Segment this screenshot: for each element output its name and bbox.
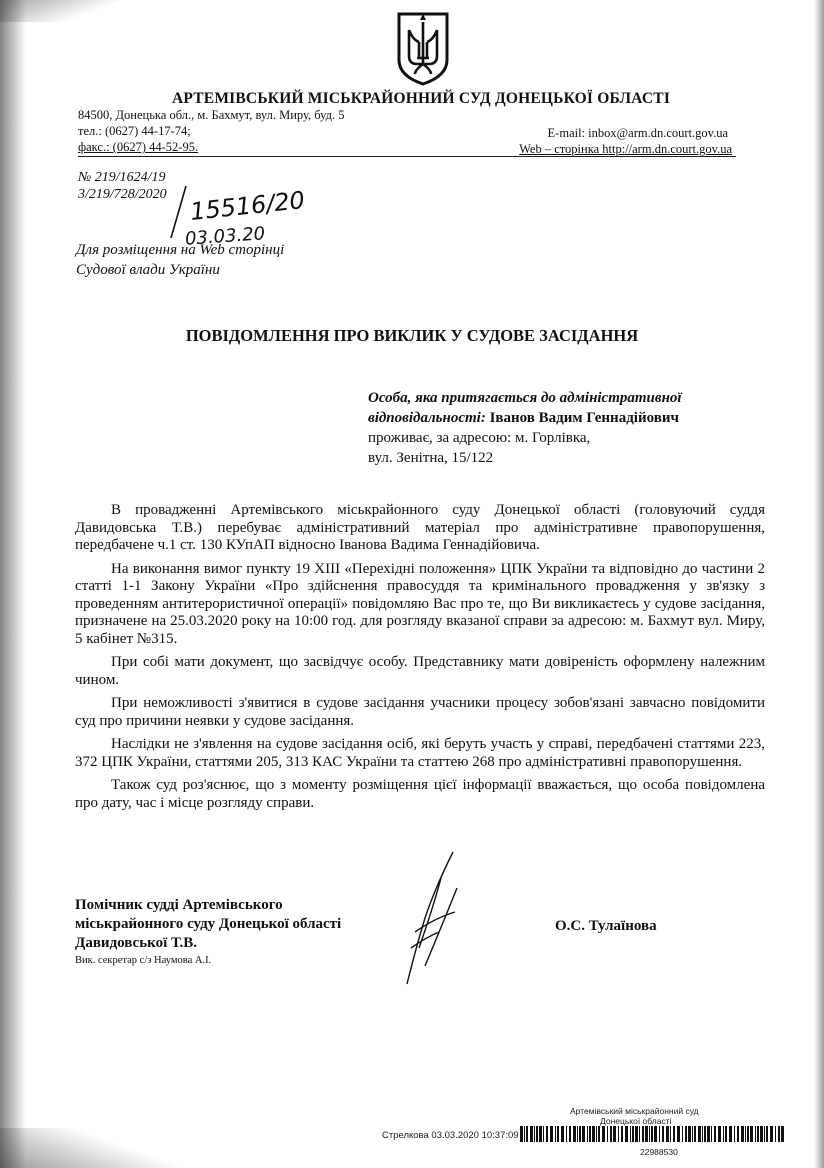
barcode-bar (577, 1126, 578, 1142)
barcode-bar (645, 1126, 648, 1142)
barcode-bar (781, 1126, 784, 1142)
barcode-bar (770, 1126, 773, 1142)
barcode-bar (775, 1126, 776, 1142)
placement-note-line2: Судової влади України (76, 262, 220, 278)
barcode-bar (561, 1126, 564, 1142)
ukraine-coat-of-arms-icon (395, 10, 451, 86)
barcode-bar (729, 1126, 732, 1142)
barcode-bar (757, 1126, 759, 1142)
barcode-bar (602, 1126, 605, 1142)
barcode-bar (598, 1126, 600, 1142)
barcode-bar (659, 1126, 660, 1142)
barcode-bar (536, 1126, 538, 1142)
addressee-label-line1: Особа, яка притягається до адміністративної (368, 390, 682, 406)
barcode-bar (692, 1126, 693, 1142)
barcode-bar (711, 1126, 712, 1142)
signatory-position-line1: Помічник судді Артемівського (75, 897, 283, 913)
barcode-bar (557, 1126, 559, 1142)
barcode-bar (632, 1126, 634, 1142)
scan-shadow-left (0, 0, 60, 1168)
barcode-bar (635, 1126, 638, 1142)
barcode-bar (766, 1126, 768, 1142)
signatory-position-line3: Давидовської Т.В. (75, 935, 198, 951)
scan-shadow-right (814, 0, 824, 1168)
addressee-block (368, 388, 682, 468)
barcode-bar (662, 1126, 664, 1142)
barcode-bar (707, 1126, 710, 1142)
document-title: ПОВІДОМЛЕННЯ ПРО ВИКЛИК У СУДОВЕ ЗАСІДАННЯ (185, 326, 639, 345)
addressee-label-line2: відповідальності: (368, 410, 486, 426)
body-paragraph-5: Наслідки не з'явлення на судове засідання осіб, які беруть участь у справі, передбачені статтями 223, 372 ЦПК України, статтями 205, 313 КАС України та статтею 268 про адміністративні правопорушення. (75, 736, 765, 770)
barcode-bar (682, 1126, 683, 1142)
handwritten-signature (395, 848, 475, 990)
barcode-number: 22988530 (640, 1147, 678, 1157)
barcode-bar (755, 1126, 756, 1142)
barcode-bar (698, 1126, 701, 1142)
barcode-bar (694, 1126, 696, 1142)
body-paragraph-4: При неможливості з'явитися в судове засідання учасники процесу зобов'язані завчасно повідомити суд про причини неявки у судове засідання. (75, 695, 765, 729)
barcode-bar (725, 1126, 727, 1142)
barcode-bar (760, 1126, 763, 1142)
notice-body (75, 502, 765, 818)
barcode-bar (546, 1126, 548, 1142)
addressee-address-line2: вул. Зенітна, 15/122 (368, 450, 494, 466)
barcode-bar (737, 1126, 739, 1142)
barcode-bar (621, 1126, 623, 1142)
barcode-bar (750, 1126, 753, 1142)
addressee-address-line1: проживає, за адресою: м. Горлівка, (368, 430, 591, 446)
stamp-court-line: Артемівський міськрайонний суд (570, 1106, 699, 1116)
registrar-stamp: Стрелкова 03.03.2020 10:37:09 (382, 1130, 519, 1141)
barcode-bar (745, 1126, 746, 1142)
barcode-bar (539, 1126, 542, 1142)
handwritten-registration-number: 15516/20 (188, 186, 307, 226)
barcode-bar (589, 1126, 591, 1142)
barcode-bar (670, 1126, 671, 1142)
barcode-bar (573, 1126, 576, 1142)
proceeding-number: 3/219/728/2020 (78, 187, 167, 202)
signatory-position-line2: міськрайонного суду Донецької області (75, 916, 342, 932)
barcode-bar (642, 1126, 644, 1142)
barcode-bar (550, 1126, 553, 1142)
court-fax: факс.: (0627) 44-52-95. (78, 140, 199, 154)
barcode-bar (764, 1126, 765, 1142)
court-address: 84500, Донецька обл., м. Бахмут, вул. Миру, буд. 5 (78, 108, 345, 122)
barcode-bar (534, 1126, 535, 1142)
barcode-bar (747, 1126, 749, 1142)
barcode-bar (677, 1126, 680, 1142)
court-email: E-mail: inbox@arm.dn.court.gov.ua (547, 126, 728, 140)
barcode-bar (613, 1126, 616, 1142)
barcode-bar (649, 1126, 650, 1142)
barcode-bar (587, 1126, 588, 1142)
barcode-bar (625, 1126, 628, 1142)
barcode-bar (673, 1126, 675, 1142)
case-number: № 219/1624/19 (78, 170, 166, 185)
stamp-region-line: Донецької області (600, 1116, 672, 1126)
body-paragraph-1: В провадженні Артемівського міськрайонного суду Донецької області (головуючий суддя Давидовська Т.В.) перебуває адміністративний матеріал про адміністративне правопорушення, передбачене ч.1 ст. 130 КУпАП відносно Іванова Вадима Геннадійовича. (75, 502, 765, 553)
barcode-bar (734, 1126, 735, 1142)
barcode-bar (607, 1126, 608, 1142)
barcode-bar (569, 1126, 571, 1142)
barcode-bar (723, 1126, 724, 1142)
barcode-bar (566, 1126, 567, 1142)
barcode-bar (630, 1126, 631, 1142)
court-phone: тел.: (0627) 44-17-74; (78, 124, 191, 138)
barcode-bar (714, 1126, 716, 1142)
barcode-bar (526, 1126, 528, 1142)
body-paragraph-3: При собі мати документ, що засвідчує особу. Представнику мати довіреність оформлену належним чином. (75, 654, 765, 688)
barcode-bar (651, 1126, 653, 1142)
barcode-bar (524, 1126, 525, 1142)
barcode-bar (704, 1126, 706, 1142)
clerk-note: Вик. секретар с/з Наумова А.І. (75, 955, 212, 966)
addressee-name: Іванов Вадим Геннадійович (489, 410, 679, 426)
signatory-position (75, 896, 341, 953)
barcode-bar (555, 1126, 556, 1142)
barcode-bar (592, 1126, 595, 1142)
barcode-bar (685, 1126, 687, 1142)
body-paragraph-2: На виконання вимог пункту 19 XIII «Перехідні положення» ЦПК України та відповідно до частини 2 статті 1-1 Закону України «Про здійснення правосуддя та кримінального провадження у зв'язку з проведенням антитерористичної операції» повідомляю Вас про те, що Ви викликаєтесь у судове засідання, призначене на 25.03.2020 року на 10:00 год. для розгляду вказаної справи за адресою: м. Бахмут вул. Миру, 5 кабінет №315. (75, 560, 765, 647)
barcode-bar (618, 1126, 619, 1142)
barcode-bar (718, 1126, 721, 1142)
barcode-bar (520, 1126, 523, 1142)
scan-shadow-corner-top (0, 0, 120, 22)
barcode-bar (543, 1126, 544, 1142)
barcode-bar (610, 1126, 612, 1142)
barcode-bar (688, 1126, 691, 1142)
placement-note-line1: Для розміщення на Web сторінці (76, 242, 285, 258)
barcode-bar (778, 1126, 780, 1142)
barcode-bar (654, 1126, 657, 1142)
barcode-bar (530, 1126, 533, 1142)
barcode-bar (702, 1126, 703, 1142)
header-divider (78, 156, 736, 157)
body-paragraph-6: Також суд роз'яснює, що з моменту розміщення цієї інформації вважається, що особа повідомлена про дату, час і місце розгляду справи. (75, 777, 765, 811)
barcode-bar (741, 1126, 744, 1142)
barcode-bar (579, 1126, 581, 1142)
court-web: Web – сторінка http://arm.dn.court.gov.ua (519, 142, 732, 156)
barcode-bar (596, 1126, 597, 1142)
barcode-bar (666, 1126, 669, 1142)
scan-shadow-corner (0, 1128, 200, 1168)
barcode-bar (582, 1126, 585, 1142)
barcode-bar (639, 1126, 640, 1142)
court-name: АРТЕМІВСЬКИЙ МІСЬКРАЙОННИЙ СУД ДОНЕЦЬКОЇ ОБЛАСТІ (172, 90, 671, 107)
barcode (520, 1126, 785, 1142)
handwritten-date: 03.03.20 (184, 223, 266, 250)
signer-name: О.С. Тулаїнова (555, 918, 657, 934)
